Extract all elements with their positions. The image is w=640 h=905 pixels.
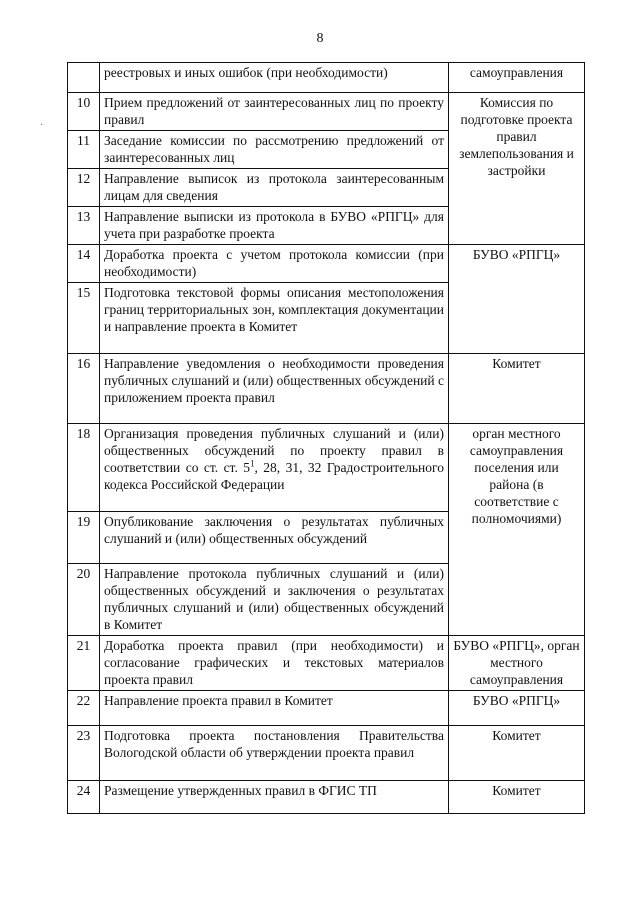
row-number: 13 <box>68 207 100 245</box>
row-text: реестровых и иных ошибок (при необходимости) <box>100 63 449 93</box>
responsible-bureau: БУВО «РПГЦ» <box>449 245 585 354</box>
row-text: Доработка проекта с учетом протокола комиссии (при необходимости) <box>100 245 449 283</box>
table-row <box>68 726 585 781</box>
row-number: 10 <box>68 93 100 131</box>
responsible-commission: Комиссия по подготовке проекта правил землепользования и застройки <box>449 93 585 245</box>
row-number: 24 <box>68 781 100 814</box>
row-responsible: БУВО «РПГЦ» <box>449 691 585 726</box>
row-number: 22 <box>68 691 100 726</box>
row-number: 11 <box>68 131 100 169</box>
row-number: 21 <box>68 636 100 691</box>
row-text: Направление выписки из протокола в БУВО «РПГЦ» для учета при разработке проекта <box>100 207 449 245</box>
row-number: 14 <box>68 245 100 283</box>
row-text: Направление выписок из протокола заинтересованным лицам для сведения <box>100 169 449 207</box>
table-row <box>68 245 585 283</box>
row-responsible: Комитет <box>449 781 585 814</box>
table-row <box>68 93 585 131</box>
row-number: 16 <box>68 354 100 424</box>
responsible-local-government: орган местного самоуправления поселения или района (в соответствие с полномочиями) <box>449 424 585 636</box>
row-number: 18 <box>68 424 100 512</box>
row-responsible: самоуправления <box>449 63 585 93</box>
table-row <box>68 781 585 814</box>
table-row <box>68 424 585 512</box>
row-text: Организация проведения публичных слушаний и (или) общественных обсуждений по проекту правил в соответствии со ст. ст. $5^1$, 28, 31, 32 Градостроительного кодекса Российской Федерации <box>100 424 449 512</box>
table-row <box>68 354 585 424</box>
row-responsible: Комитет <box>449 726 585 781</box>
row-number: 23 <box>68 726 100 781</box>
row-text: Направление протокола публичных слушаний и (или) общественных обсуждений и заключения о результатах публичных слушаний и (или) общественных обсуждений в Комитет <box>100 564 449 636</box>
page-number: 8 <box>316 31 324 46</box>
row-text: Прием предложений от заинтересованных лиц по проекту правил <box>100 93 449 131</box>
table-row <box>68 636 585 691</box>
procedure-table <box>67 62 585 814</box>
row-text: Подготовка текстовой формы описания местоположения границ территориальных зон, комплектация документации и направление проекта в Комитет <box>100 283 449 354</box>
row-text: Доработка проекта правил (при необходимости) и согласование графических и текстовых материалов проекта правил <box>100 636 449 691</box>
row-text: Подготовка проекта постановления Правительства Вологодской области об утверждении проекта правил <box>100 726 449 781</box>
margin-mark: · <box>40 120 44 131</box>
row-text: Направление проекта правил в Комитет <box>100 691 449 726</box>
row-number: 19 <box>68 512 100 564</box>
table-row <box>68 63 585 93</box>
row-number: 15 <box>68 283 100 354</box>
row-text: Направление уведомления о необходимости проведения публичных слушаний и (или) общественных обсуждений с приложением проекта правил <box>100 354 449 424</box>
row-responsible: Комитет <box>449 354 585 424</box>
row-text: Заседание комиссии по рассмотрению предложений от заинтересованных лиц <box>100 131 449 169</box>
row-number <box>68 63 100 93</box>
table-row <box>68 691 585 726</box>
row-number: 20 <box>68 564 100 636</box>
row-text: Опубликование заключения о результатах публичных слушаний и (или) общественных обсуждений <box>100 512 449 564</box>
row-text: Размещение утвержденных правил в ФГИС ТП <box>100 781 449 814</box>
row-responsible: БУВО «РПГЦ», орган местного самоуправления <box>449 636 585 691</box>
row-number: 12 <box>68 169 100 207</box>
